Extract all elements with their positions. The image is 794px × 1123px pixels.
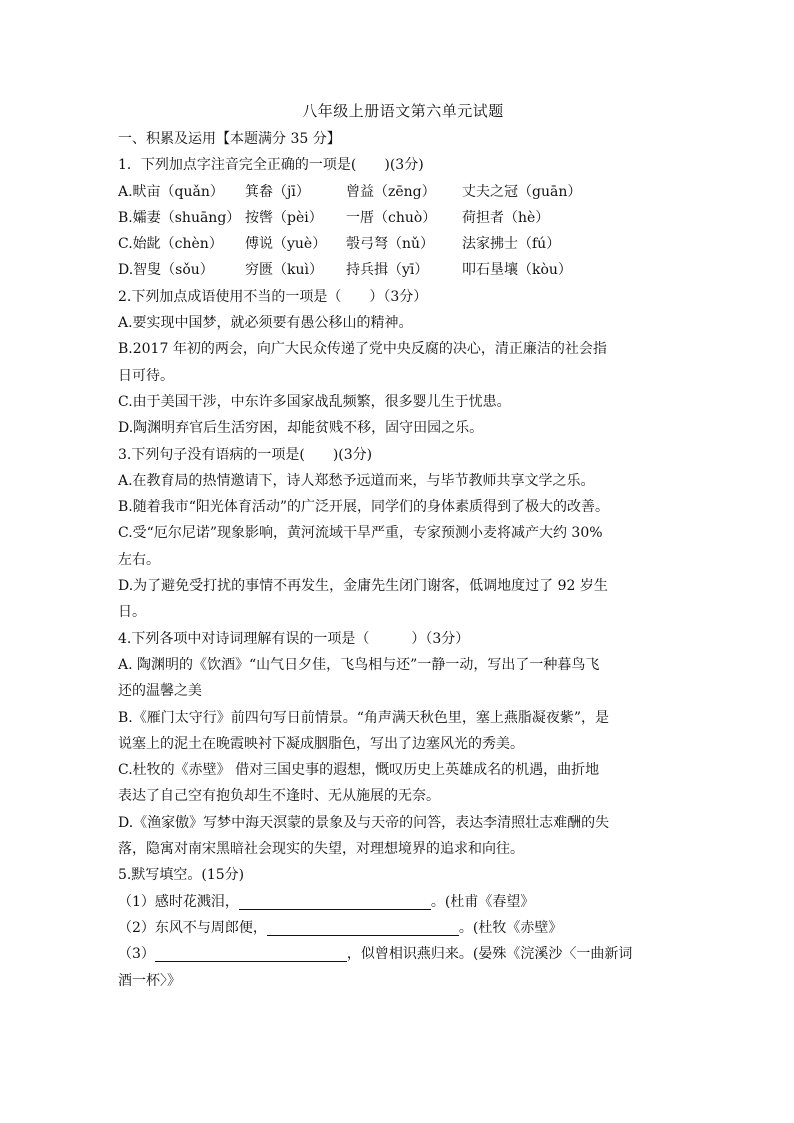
question-4-option-a-line1: A. 陶渊明的《饮酒》“山气日夕佳，飞鸟相与还”一静一动，写出了一种暮鸟飞 (118, 656, 600, 673)
question-4-option-d-line1: D.《渔家傲》写梦中海天溟蒙的景象及与天帝的问答，表达李清照壮志难酬的失 (118, 814, 610, 831)
question-3-stem: 3.下列句子没有语病的一项是( )(3分) (118, 446, 373, 463)
question-2-option-b-line2: 日可待。 (118, 367, 174, 384)
option-item: 曾益（zēng） (346, 183, 436, 200)
question-4-stem: 4.下列各项中对诗词理解有误的一项是（ ）（3分） (118, 630, 470, 647)
question-1-stem: 1．下列加点字注音完全正确的一项是( )(3分) (118, 157, 424, 174)
exam-page (118, 100, 688, 994)
fill-blank-item-2 (118, 915, 688, 941)
option-item: A.畎亩（quǎn） (118, 183, 224, 200)
option-item: 法家拂士（fú） (462, 236, 561, 253)
question-3-option-c-line2: 左右。 (118, 551, 160, 568)
item-source: 。(杜甫《春望》 (430, 893, 535, 910)
question-4-option-d-line2: 落，隐寓对南宋黑暗社会现实的失望，对理想境界的追求和向往。 (118, 841, 524, 858)
option-item: 荷担者（hè） (462, 209, 550, 226)
option-item: 丈夫之冠（guān） (462, 183, 582, 200)
fill-blank-item-1 (118, 889, 688, 915)
question-3-option-b: B.随着我市“阳光体育活动”的广泛开展，同学们的身体素质得到了极大的改善。 (118, 499, 610, 516)
question-1-option-b (118, 205, 688, 231)
option-item: D.智叟（sǒu） (118, 262, 214, 279)
question-2-stem: 2.下列加点成语使用不当的一项是（ ）（3分） (118, 288, 428, 305)
question-3-option-a: A.在教育局的热情邀请下，诗人郑愁予远道而来，与毕节教师共享文学之乐。 (118, 472, 595, 489)
option-item: C.始龀（chèn） (118, 236, 223, 253)
question-1-option-d (118, 257, 688, 283)
question-2-option-a: A.要实现中国梦，就必须要有愚公移山的精神。 (118, 315, 413, 332)
option-item: 箕畚（jī） (245, 183, 310, 200)
question-4-option-c-line2: 表达了自己空有抱负却生不逢时、无从施展的无奈。 (118, 788, 440, 805)
question-4-option-b-line1: B.《雁门太守行》前四句写日前情景。“角声满天秋色里，塞上燕脂凝夜紫”，是 (118, 709, 610, 726)
option-item: 叩石垦壤（kòu） (462, 262, 572, 279)
item-prefix: （2）东风不与周郎便， (118, 919, 267, 936)
question-4-option-c-line1: C.杜牧的《赤壁》 借对三国史事的遐想，慨叹历史上英雄成名的机遇，曲折地 (118, 762, 600, 779)
item-source: 。(杜牧《赤壁》 (458, 919, 563, 936)
option-item: 傅说（yuè） (245, 236, 327, 253)
option-item: B.孀妻（shuāng） (118, 209, 241, 226)
page-title: 八年级上册语文第六单元试题 (302, 102, 504, 120)
answer-blank[interactable] (155, 945, 347, 962)
question-2-option-c: C.由于美国干涉，中东许多国家战乱频繁，很多婴儿生于忧患。 (118, 393, 511, 410)
question-4-option-a-line2: 还的温馨之美 (118, 683, 202, 700)
question-1-option-a (118, 179, 688, 205)
item-prefix: （1）感时花溅泪， (118, 893, 239, 910)
option-item: 穷匮（kuì） (245, 262, 323, 279)
answer-blank[interactable] (267, 919, 459, 936)
question-1-option-c (118, 231, 688, 257)
question-2-option-b-line1: B.2017 年初的两会，向广大民众传递了党中央反腐的决心，清正廉洁的社会指 (118, 341, 607, 358)
item-source: ，似曾相识燕归来。(晏殊《浣溪沙〈一曲新词 (346, 946, 633, 963)
question-4-option-b-line2: 说塞上的泥土在晚霞映衬下凝成胭脂色，写出了边塞风光的秀美。 (118, 735, 524, 752)
question-3-option-d-line2: 日。 (118, 604, 146, 621)
option-item: 持兵揖（yī） (346, 262, 429, 279)
answer-blank[interactable] (239, 893, 431, 910)
item-prefix: （3） (118, 946, 155, 963)
fill-blank-item-3-continued: 酒一杯〉》 (118, 972, 181, 989)
question-5-stem: 5.默写填空。(15分) (118, 867, 245, 884)
option-item: 彀弓弩（nǔ） (346, 236, 435, 253)
fill-blank-item-3 (118, 941, 688, 967)
section-heading: 一、积累及运用【本题满分 35 分】 (118, 131, 341, 147)
option-item: 一厝（chuò） (346, 209, 437, 226)
option-item: 按辔（pèi） (245, 209, 323, 226)
question-2-option-d: D.陶渊明弃官后生活穷困，却能贫贱不移，固守田园之乐。 (118, 420, 484, 437)
question-3-option-c-line1: C.受“厄尔尼诺”现象影响，黄河流域干旱严重，专家预测小麦将减产大约 30% (118, 525, 603, 542)
question-3-option-d-line1: D.为了避免受打扰的事情不再发生，金庸先生闭门谢客，低调地度过了 92 岁生 (118, 578, 608, 595)
